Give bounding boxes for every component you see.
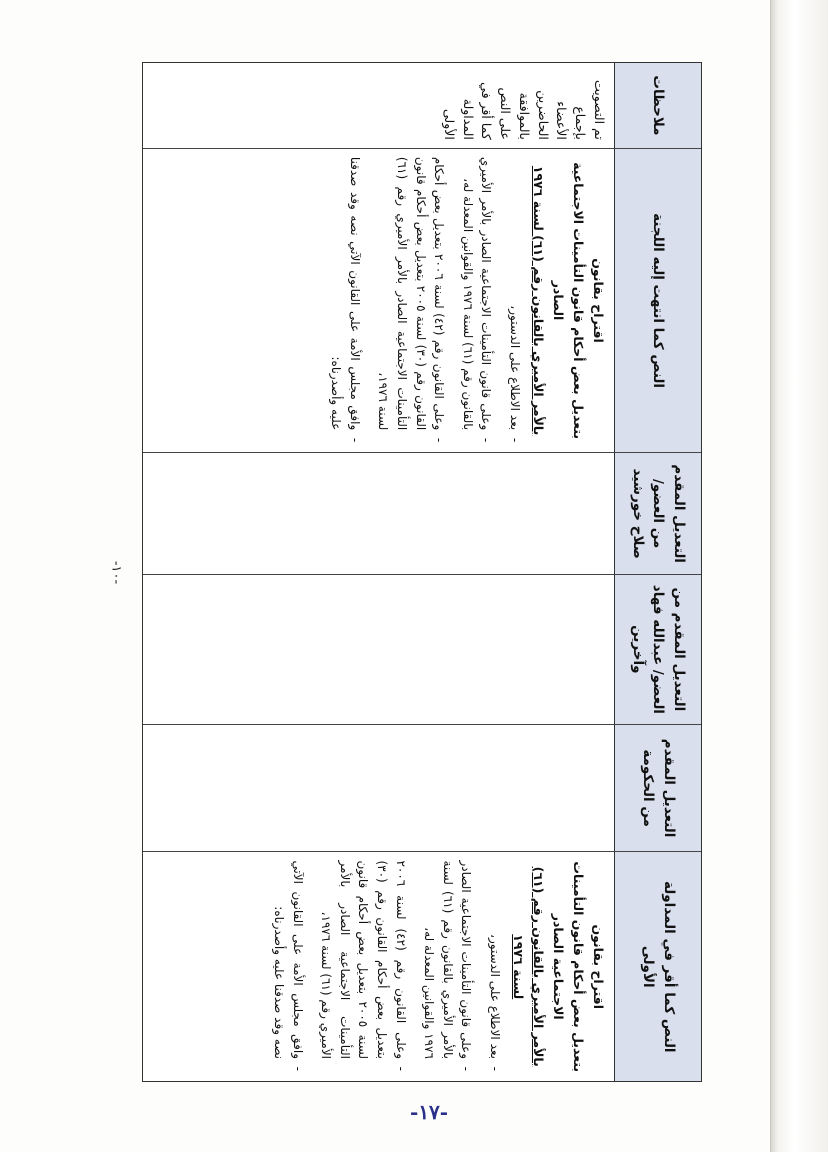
table-row bbox=[143, 63, 614, 1081]
law-title-line1: اقتراح بقانون bbox=[591, 924, 606, 1010]
header-amendment-salah: التعديل المقدم من العضو/ صلاح خورشيد bbox=[615, 452, 701, 574]
law-title-line3: بالأمر الأميري بالقانون رقم (٦١) لسنة ١٩٧٦ bbox=[531, 165, 546, 436]
amendments-table-wrapper bbox=[142, 62, 702, 1082]
amendments-table bbox=[142, 62, 702, 1082]
next-page-edge bbox=[770, 0, 828, 1152]
list-item: - بعد الاطلاع على الدستور، bbox=[485, 860, 504, 1059]
header-text-first-reading: النص كما أقر في المداولة الأولى bbox=[615, 851, 701, 1081]
cell-amendment-abdullah bbox=[143, 574, 614, 724]
list-item: - وعلى القانون رقم (٤٢) لسنة ٢٠٠٦ بتعديل بعض أحكام القانون رقم (٣٠) لسنة ٢٠٠٥ بتعديل بعض أحكام قانون التأمينات الاجتماعية الصادر بالأمر الأميري رقم (٦١) لسنة ١٩٧٦، bbox=[317, 860, 410, 1059]
cell-gov-amendment bbox=[143, 724, 614, 852]
law-title-line3: بالأمر الأميري بالقانون رقم (٦١) لسنة ١٩٧٦ bbox=[511, 866, 546, 1067]
list-item: - وافق مجلس الأمة على القانون الآتي نصه وقد صدقنا عليه وأصدرناه: bbox=[327, 157, 364, 430]
cell-notes: تم التصويت بإجماع الأعضاء الحاضرين بالموافقة على النص كما أقر في المداولة الأولى bbox=[442, 79, 607, 140]
law-title-line2: بتعديل بعض أحكام قانون التأمينات الاجتماعية الصادر bbox=[551, 162, 586, 440]
cell-committee-text bbox=[143, 148, 614, 452]
table-header-row bbox=[614, 63, 701, 1081]
header-notes: ملاحظات bbox=[650, 75, 667, 136]
list-item: - بعد الاطلاع على الدستور، bbox=[505, 157, 524, 430]
law-title bbox=[528, 157, 608, 444]
header-gov-amendment: التعديل المقدم من الحكومة bbox=[615, 724, 701, 852]
header-amendment-abdullah: التعديل المقدم من العضو/ عبدالله فهاد وآخرين bbox=[615, 574, 701, 724]
list-item: - وعلى القانون رقم (٤٢) لسنة ٢٠٠٦ بتعديل بعض أحكام القانون رقم (٣٠) لسنة ٢٠٠٥ بتعديل بعض أحكام قانون التأمينات الاجتماعية الصادر بالأمر الأميري رقم (٦١) لسنة ١٩٧٦، bbox=[374, 157, 448, 430]
law-title-line2: بتعديل بعض أحكام قانون التأمينات الاجتماعية الصادر bbox=[551, 861, 586, 1073]
law-title bbox=[508, 860, 608, 1073]
first-reading-items bbox=[269, 860, 504, 1073]
law-title-line1: اقتراح بقانون bbox=[591, 258, 606, 343]
list-item: - وعلى قانون التأمينات الاجتماعية الصادر بالأمر الأميري بالقانون رقم (٦١) لسنة ١٩٧٦ والقوانين المعدلة له، bbox=[458, 157, 495, 430]
header-committee-text: النص كما انتهت إليه اللجنة bbox=[615, 148, 701, 452]
page-number-top: -١٠- bbox=[108, 560, 124, 585]
page-number-bottom: -١٧- bbox=[410, 1100, 449, 1124]
committee-items bbox=[327, 157, 524, 444]
list-item: - وعلى قانون التأمينات الاجتماعية الصادر بالأمر الأميري بالقانون رقم (٦١) لسنة ١٩٧٦ والقوانين المعدلة له، bbox=[420, 860, 476, 1059]
cell-amendment-salah bbox=[143, 452, 614, 574]
cell-first-reading-text bbox=[143, 851, 614, 1081]
list-item: - وافق مجلس الأمة على القانون الآتي نصه وقد صدقنا عليه وأصدرناه: bbox=[269, 860, 306, 1059]
